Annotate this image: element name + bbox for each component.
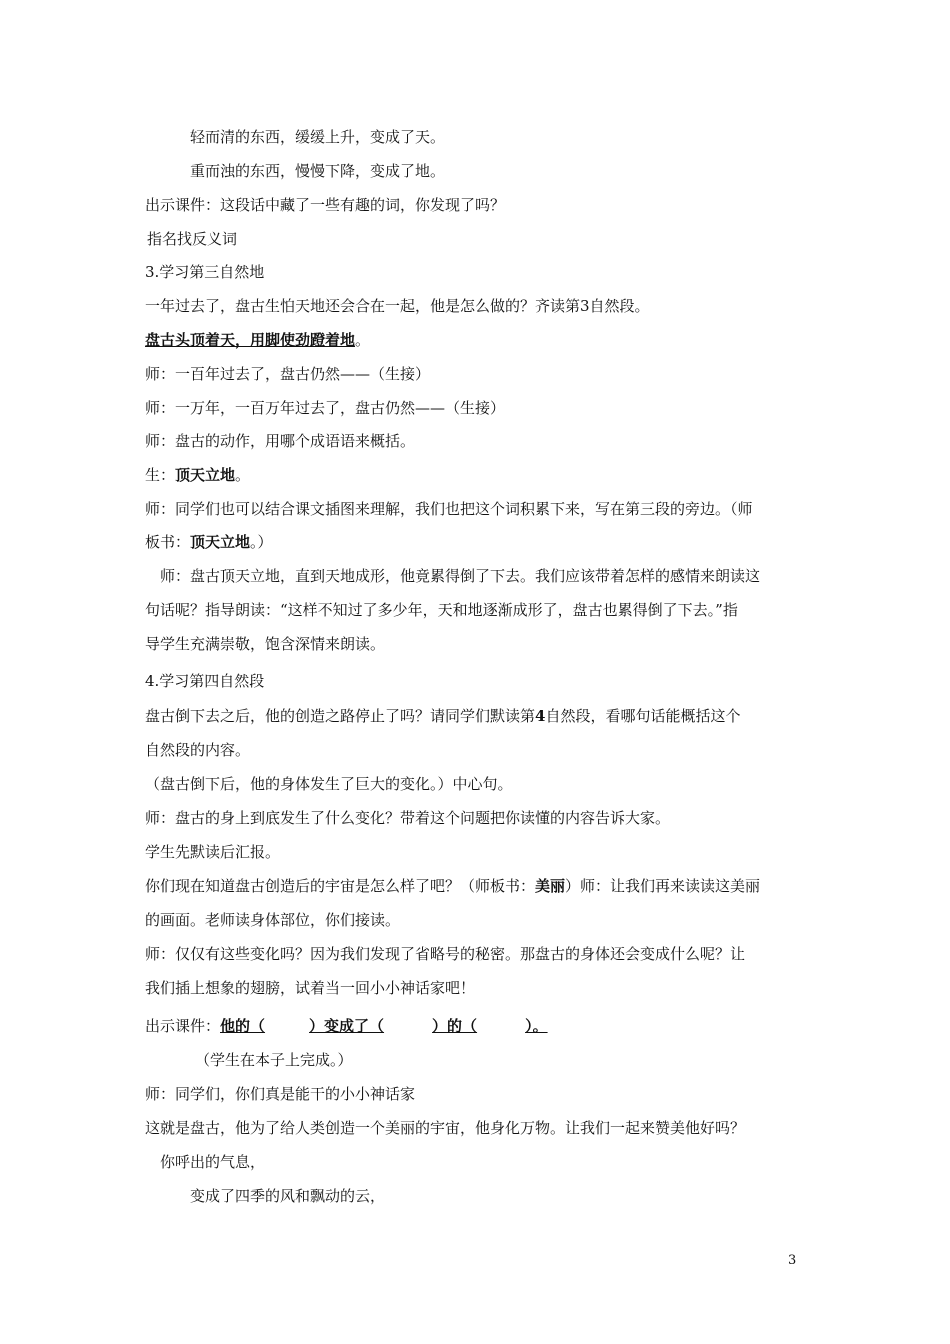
board-label: 板书：	[145, 533, 191, 551]
courseware-label: 出示课件：	[145, 1017, 221, 1035]
text-line	[145, 1016, 810, 1036]
text-line: 师：盘古的动作，用哪个成语语来概括。	[145, 432, 416, 450]
text-segment: 他的（	[220, 1017, 266, 1035]
idiom-bold: 顶天立地	[190, 533, 251, 551]
text-line: 的画面。老师读身体部位，你们接读。	[145, 911, 401, 929]
text-line: 轻而清的东西，缓缓上升，变成了天。	[190, 128, 446, 146]
text-line: 重而浊的东西，慢慢下降，变成了地。	[190, 162, 446, 180]
text-segment: ）的（	[432, 1017, 478, 1035]
punctuation: 。	[355, 331, 371, 349]
text-line: 导学生充满崇敬，饱含深情来朗读。	[145, 635, 386, 653]
text-line: 师：一万年，一百万年过去了，盘古仍然——（生接）	[145, 399, 506, 417]
text-line: 师：一百年过去了，盘古仍然——（生接）	[145, 365, 431, 383]
poem-line: 你呼出的气息，	[160, 1153, 266, 1171]
number-bold: 4	[535, 707, 546, 725]
text-line: 师：同学们，你们真是能干的小小神话家	[145, 1085, 416, 1103]
text-line: 指名找反义词	[147, 230, 238, 248]
text-line	[145, 876, 810, 896]
section-heading: 3.学习第三自然地	[145, 263, 265, 281]
text-line: 师：仅仅有这些变化吗？因为我们发现了省略号的秘密。那盘古的身体还会变成什么呢？让	[145, 945, 746, 963]
speaker-label: 生：	[145, 466, 176, 484]
poem-line: 变成了四季的风和飘动的云，	[190, 1187, 386, 1205]
punctuation: 。	[235, 466, 251, 484]
text-line: 学生先默读后汇报。	[145, 843, 281, 861]
underlined-sentence: 盘古头顶着天，用脚使劲蹬着地	[145, 331, 356, 349]
punctuation: 。）	[250, 533, 273, 551]
text-line: 这就是盘古，他为了给人类创造一个美丽的宇宙，他身化万物。让我们一起来赞美他好吗？	[145, 1119, 746, 1137]
text-line: 我们插上想象的翅膀，试着当一回小小神话家吧！	[145, 979, 476, 997]
text-line: 句话呢？指导朗读：“这样不知过了多少年，天和地逐渐成形了，盘古也累得倒了下去。”指	[145, 601, 738, 619]
fill-in-sentence	[220, 1017, 548, 1035]
text-line	[145, 330, 810, 350]
board-word-bold: 美丽	[535, 877, 566, 895]
text-segment: ）变成了（	[309, 1017, 385, 1035]
text-line: 师：盘古的身上到底发生了什么变化？带着这个问题把你读懂的内容告诉大家。	[145, 809, 671, 827]
text-line: （学生在本子上完成。）	[195, 1051, 353, 1069]
text-segment: ）师：让我们再来读读这美丽	[565, 877, 761, 895]
text-line: 出示课件：这段话中藏了一些有趣的词，你发现了吗？	[145, 196, 506, 214]
page-number: 3	[788, 1253, 797, 1268]
text-segment: 盘古倒下去之后，他的创造之路停止了吗？请同学们默读第	[145, 707, 536, 725]
section-heading: 4.学习第四自然段	[145, 672, 265, 690]
text-segment: 自然段，看哪句话能概括这个	[545, 707, 741, 725]
idiom-bold: 顶天立地	[175, 466, 236, 484]
text-line: 自然段的内容。	[145, 741, 251, 759]
text-line: 师：盘古顶天立地，直到天地成形，他竟累得倒了下去。我们应该带着怎样的感情来朗读这	[160, 567, 761, 585]
text-line	[145, 532, 810, 552]
text-line	[145, 706, 810, 726]
text-line: （盘古倒下后，他的身体发生了巨大的变化。）中心句。	[145, 775, 513, 793]
text-line	[145, 465, 810, 485]
text-line: 一年过去了，盘古生怕天地还会合在一起，他是怎么做的？齐读第3自然段。	[145, 297, 650, 315]
text-segment: 你们现在知道盘古创造后的宇宙是怎么样了吧？（师板书：	[145, 877, 536, 895]
text-line: 师：同学们也可以结合课文插图来理解，我们也把这个词积累下来，写在第三段的旁边。（师	[145, 500, 753, 518]
text-segment: ）。	[525, 1017, 548, 1035]
